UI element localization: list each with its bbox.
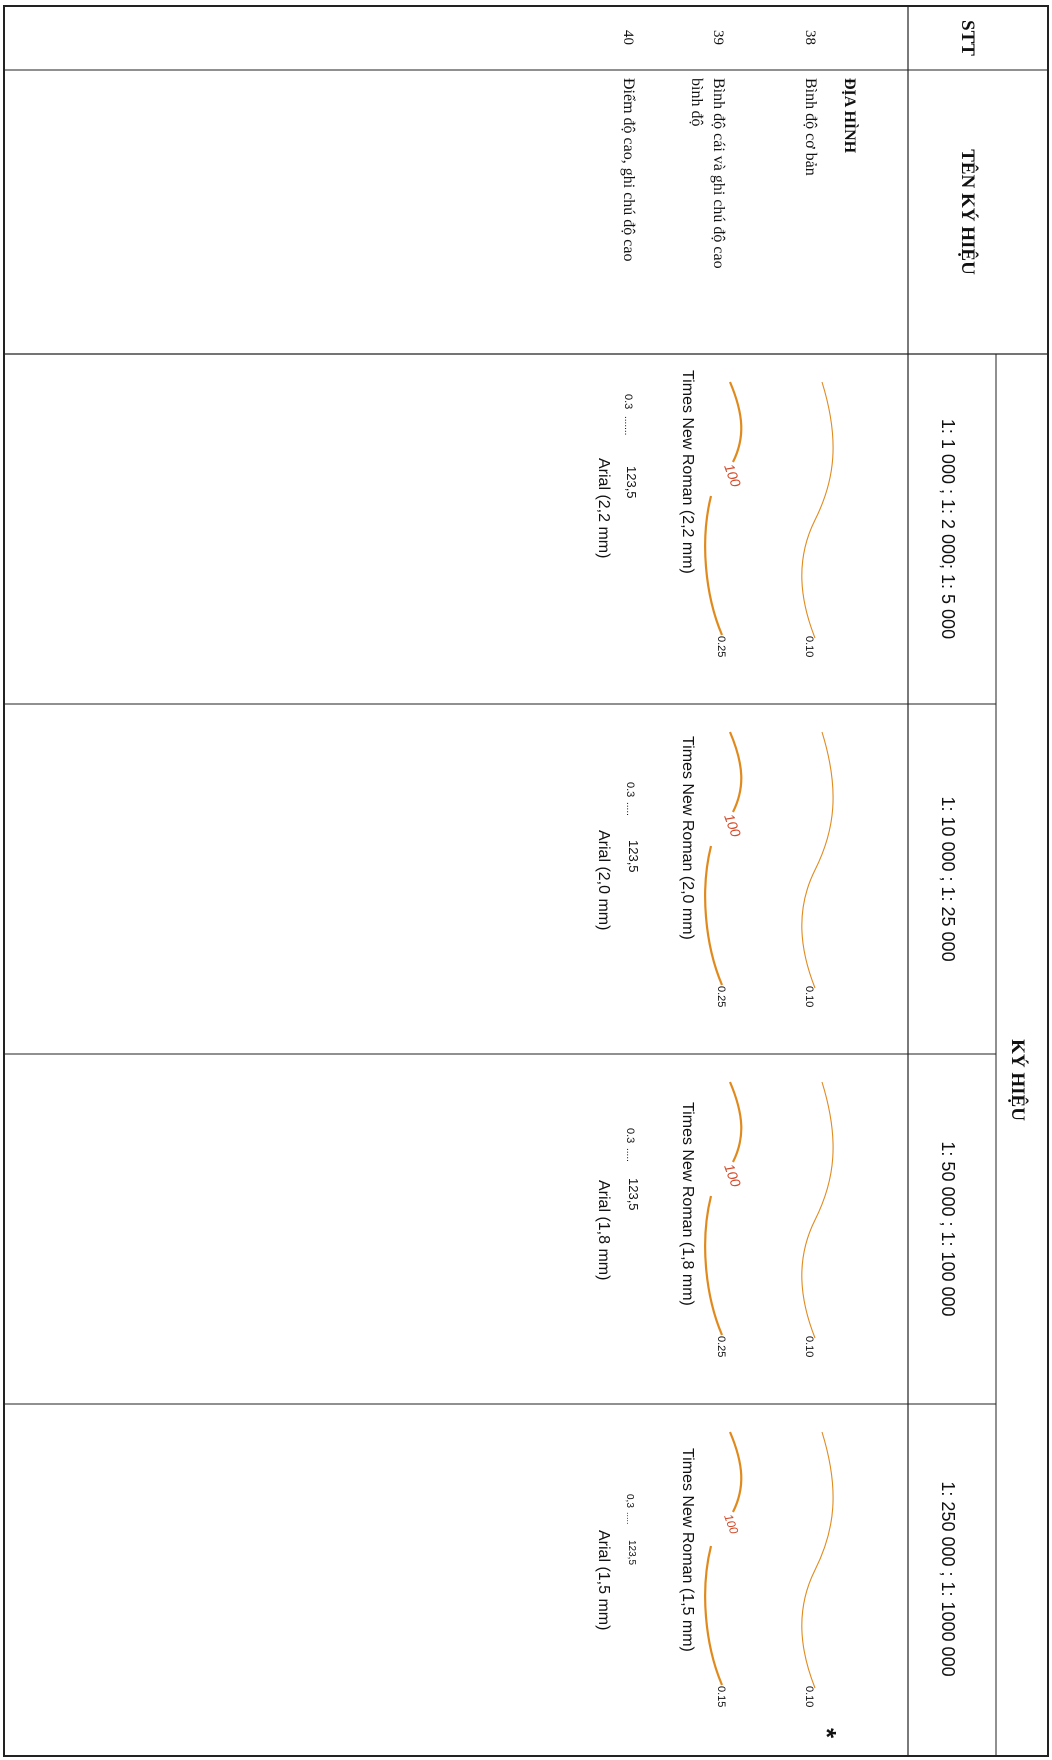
symbol-column-2: [595, 732, 833, 1007]
scale-header-2: 1: 10 000 ; 1: 25 000: [938, 796, 958, 962]
table-grid: [4, 6, 1048, 1756]
row-name-40: Điểm độ cao, ghi chú độ cao: [620, 78, 637, 262]
basic-width-label: 0.10: [803, 986, 815, 1008]
elevation-value: 123,5: [626, 1178, 641, 1211]
header-name: TÊN KÝ HIỆU: [957, 149, 978, 275]
arial-font-label: Arial (2,2 mm): [595, 458, 612, 559]
arial-font-label: Arial (1,5 mm): [595, 1530, 612, 1631]
scale-header-4: 1: 250 000 ; 1: 1000 000: [938, 1481, 958, 1677]
spot-size-label: 0.3: [624, 782, 636, 798]
header-symbol: KÝ HIỆU: [1007, 1039, 1028, 1121]
dot-leader: .......: [622, 416, 633, 436]
spot-size-label: 0.3: [624, 1128, 636, 1144]
symbol-column-3: [595, 1082, 833, 1357]
contour-label: 100: [721, 1161, 745, 1189]
tnr-font-label: Times New Roman (1,8 mm): [679, 1102, 696, 1306]
index-contour-line-b: [705, 496, 722, 635]
basic-width-label: 0.10: [803, 1336, 815, 1358]
arial-font-label: Arial (2,0 mm): [595, 830, 612, 931]
index-width-label: 0.25: [715, 636, 727, 658]
header-stt: STT: [957, 20, 978, 56]
index-contour-line-b: [705, 846, 722, 985]
scale-header-3: 1: 50 000 ; 1: 100 000: [938, 1141, 958, 1317]
index-width-label: 0.15: [715, 1686, 727, 1708]
index-contour-line-a: [730, 382, 741, 462]
dot-leader: .....: [624, 1148, 635, 1162]
basic-contour-line: [802, 1082, 833, 1338]
basic-contour-line: [802, 732, 833, 988]
scale-header-1: 1: 1 000 ; 1: 2 000; 1: 5 000: [938, 418, 958, 640]
table-header: [938, 20, 1029, 1677]
elevation-value: 123,5: [626, 1540, 637, 1566]
tnr-font-label: Times New Roman (2,0 mm): [679, 736, 696, 940]
row-labels: [620, 30, 860, 269]
contour-label: 100: [721, 461, 745, 489]
section-title: ĐỊA HÌNH: [841, 78, 858, 154]
tnr-font-label: Times New Roman (1,5 mm): [679, 1448, 696, 1652]
elevation-value: 123,5: [624, 466, 639, 499]
row-name-38: Bình độ cơ bản: [802, 78, 819, 176]
row-number-38: 38: [802, 30, 818, 45]
elevation-value: 123,5: [626, 840, 641, 873]
index-width-label: 0.25: [715, 986, 727, 1008]
index-contour-line-b: [705, 1546, 722, 1685]
dot-leader: .....: [624, 802, 635, 816]
spot-size-label: 0,3: [624, 1494, 635, 1508]
row-name-39-line2: bình độ: [688, 78, 705, 127]
spot-size-label: 0.3: [622, 394, 634, 410]
dot-leader: .....: [625, 1512, 635, 1525]
index-contour-line-b: [705, 1196, 722, 1335]
symbol-column-1: [595, 370, 833, 657]
basic-contour-line: [802, 1432, 833, 1688]
index-contour-line-a: [730, 1082, 741, 1162]
index-width-label: 0.25: [715, 1336, 727, 1358]
basic-contour-line: [802, 382, 833, 638]
row-number-40: 40: [620, 30, 636, 45]
basic-width-label: 0.10: [803, 636, 815, 658]
arial-font-label: Arial (1,8 mm): [595, 1180, 612, 1281]
contour-label: 100: [721, 811, 745, 839]
row-number-39: 39: [710, 30, 726, 45]
symbol-column-4: [595, 1432, 842, 1739]
row-name-39-line1: Bình độ cái và ghi chú độ cao: [710, 78, 727, 269]
basic-width-label: 0.10: [803, 1686, 815, 1708]
index-contour-line-a: [730, 732, 741, 812]
index-contour-line-a: [730, 1432, 741, 1512]
tnr-font-label: Times New Roman (2,2 mm): [679, 370, 696, 574]
contour-label: 100: [721, 1512, 742, 1536]
asterisk-mark: *: [812, 1728, 842, 1739]
